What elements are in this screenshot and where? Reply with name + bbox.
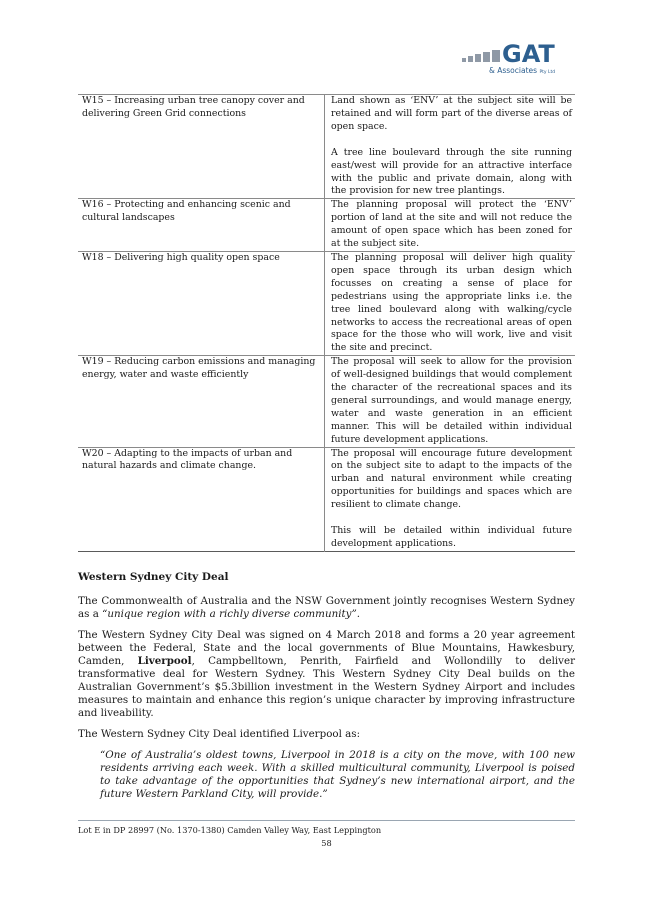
logo-subtitle-text: & Associates (489, 66, 538, 75)
section-heading: Western Sydney City Deal (78, 571, 229, 583)
response-paragraph: This will be detailed within individual future development applications. (331, 525, 572, 549)
agreement-text-end: , Campbelltown, Penrith, Fairfield and Wollondilly to deliver transformative deal for Western Sydney. This Western Sydney City Deal builds on the Australian Government’s $5.3billion investment in the Western Sydney Airport and includes measures to maintain and enhance this region’s unique character by improving infrastructure and liveability. (78, 655, 575, 719)
objective-cell: W18 – Delivering high quality open space (78, 251, 325, 355)
objective-cell: W20 – Adapting to the impacts of urban and natural hazards and climate change. (78, 447, 325, 551)
response-paragraph: The planning proposal will protect the ‘ENV’ portion of land at the site and will not reduce the amount of open space which has been zoned for at the subject site. (331, 199, 572, 250)
table-row (78, 251, 575, 355)
identified-paragraph: The Western Sydney City Deal identified Liverpool as: (78, 728, 361, 740)
company-logo (462, 42, 582, 82)
intro-quote: “unique region with a richly diverse community” (102, 608, 357, 620)
page-number: 58 (321, 838, 332, 848)
agreement-paragraph (78, 629, 575, 720)
agreement-bold-liverpool: Liverpool (137, 655, 192, 667)
response-paragraph: A tree line boulevard through the site running east/west will provide for an attractive interface with the public and private domain, along with the provision for new tree plantings. (331, 146, 572, 197)
response-cell (325, 447, 576, 551)
footer-address: Lot E in DP 28997 (No. 1370-1380) Camden Valley Way, East Leppington (78, 825, 382, 835)
response-cell (325, 251, 576, 355)
intro-text: The Commonwealth of Australia and the NSW Government jointly recognises Western Sydney as a (78, 595, 575, 620)
response-paragraph: The proposal will encourage future development on the subject site to adapt to the impacts of the urban and natural environment while creating opportunities for buildings and spaces which are resilient to climate change. (331, 447, 572, 511)
response-cell (325, 356, 576, 447)
liverpool-quote: “One of Australia’s oldest towns, Liverpool in 2018 is a city on the move, with 100 new residents arriving each week. With a skilled multicultural community, Liverpool is poised to take advantage of the opportunities that Sydney’s new international airport, and the future Western Parkland City, will provide.” (100, 749, 575, 800)
logo-subtitle (489, 66, 555, 75)
response-paragraph: The planning proposal will deliver high quality open space through its urban design which focusses on creating a sense of place for pedestrians using the appropriate links i.e. the tree lined boulevard along with walking/cycle networks to access the recreational areas of open space for the those who will work, live and visit the site and precinct. (331, 251, 572, 354)
response-cell (325, 95, 576, 199)
objective-cell: W15 – Increasing urban tree canopy cover and delivering Green Grid connections (78, 95, 325, 199)
table-row (78, 356, 575, 447)
footer-divider (78, 820, 575, 821)
policy-table (78, 94, 575, 552)
objective-cell: W16 – Protecting and enhancing scenic and cultural landscapes (78, 199, 325, 252)
intro-end: . (356, 608, 361, 620)
table-row (78, 199, 575, 252)
logo-wordmark: GAT (502, 40, 555, 68)
table-row (78, 447, 575, 551)
table-row (78, 95, 575, 199)
city-deal-section (78, 571, 575, 801)
objective-cell: W19 – Reducing carbon emissions and managing energy, water and waste efficiently (78, 356, 325, 447)
intro-paragraph (78, 595, 575, 621)
logo-subtitle-suffix: Pty Ltd (539, 70, 556, 75)
response-paragraph: Land shown as ‘ENV’ at the subject site will be retained and will form part of the diverse areas of open space. (331, 95, 572, 132)
response-paragraph: The proposal will seek to allow for the provision of well-designed buildings that would complement the character of the recreational spaces and its general surroundings, and would manage energy, water and waste generation in an efficient manner. This will be detailed within individual future development applications. (331, 356, 572, 445)
agreement-text-start: The Western Sydney City Deal was signed on 4 March 2018 and forms a 20 year agreement between the Federal, State and the local governments of Blue Mountains, Hawkesbury, Camden, (78, 629, 575, 667)
response-cell (325, 199, 576, 252)
